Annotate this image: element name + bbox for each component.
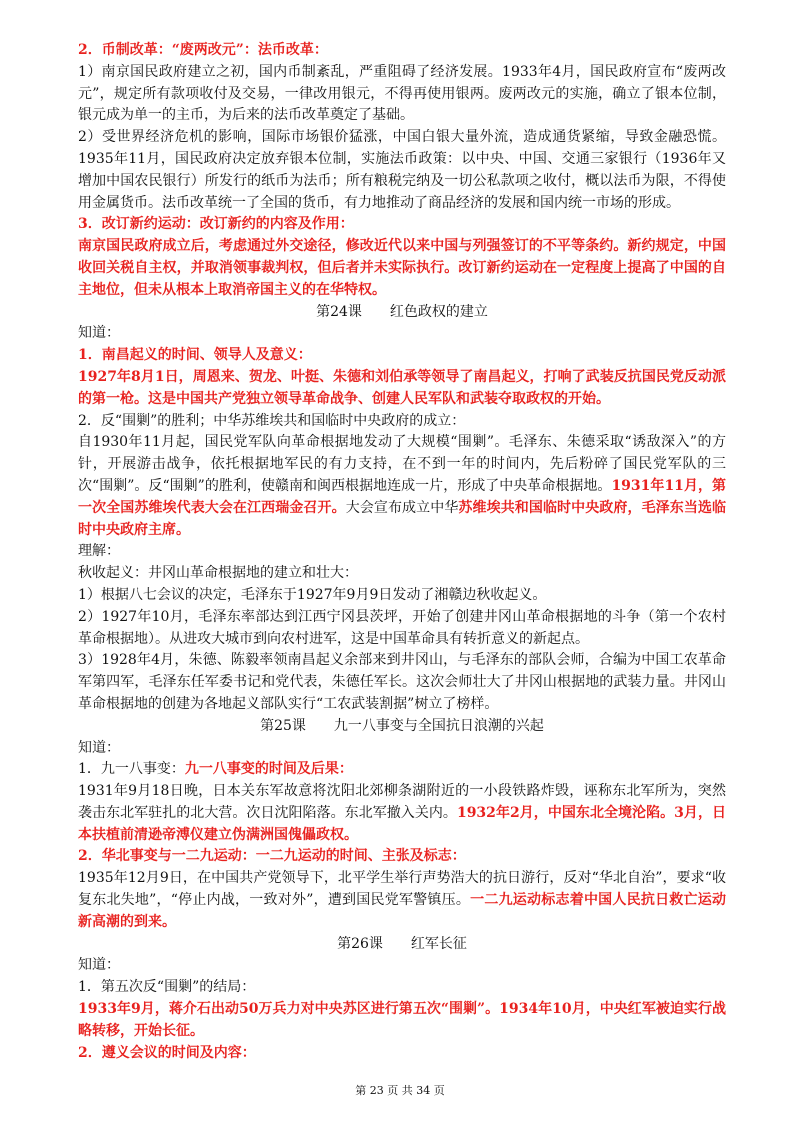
- document-body: [78, 40, 726, 1064]
- paragraph-autumn-harvest-3: 3）1928年4月，朱德、陈毅率领南昌起义余部来到井冈山，与毛泽东的部队会师，合编为中国工农革命军第四军，毛泽东任军委书记和党代表，朱德任军长。这次会师壮大了井冈山根据地的武装力量。井冈山革命根据地的创建为各地起义部队实行“工农武装割据”树立了榜样。: [78, 652, 726, 712]
- paragraph-fifth-encirclement: 1933年9月，蒋介石出动50万兵力对中央苏区进行第五次“围剿”。1934年10月，中央红军被迫实行战略转移，开始长征。: [78, 1001, 726, 1039]
- highlight-segment: 九一八事变的时间及后果：: [184, 761, 353, 778]
- highlight-segment: 苏维埃共和国临时中央政府，毛泽东当选临时中央政府主席。: [78, 499, 727, 538]
- paragraph-918-incident: [78, 781, 726, 846]
- lesson-title-24: [78, 302, 726, 324]
- lesson-number: 第24课: [316, 303, 362, 320]
- lesson-title-25: [78, 716, 726, 738]
- paragraph-autumn-harvest-1: 1）根据八七会议的决定，毛泽东于1927年9月9日发动了湘赣边秋收起义。: [78, 586, 547, 603]
- text-segment: 大会宣布成立中华: [345, 499, 459, 516]
- paragraph-nanchang-uprising: 1927年8月1日，周恩来、贺龙、叶挺、朱德和刘伯承等领导了南昌起义，打响了武装反抗国民党反动派的第一枪。这是中国共产党独立领导革命战争、创建人民军队和武装夺取政权的开始。: [78, 368, 726, 407]
- text-segment: 1931年9月18日晚，日本关东军故意将沈阳北郊柳条湖附近的一小段铁路炸毁，诬称东北军所为，突然袭击东北军驻扎的北大营。次日沈阳陷落。东北军撤入关内。: [78, 783, 726, 821]
- lesson-title-26: [78, 934, 726, 956]
- lesson-name: 红色政权的建立: [389, 303, 488, 320]
- lesson-name: 红军长征: [410, 935, 467, 952]
- text-segment: 1．九一八事变：: [78, 761, 185, 778]
- section-heading-currency-reform: 2．币制改革：“废两改元”：法币改革：: [78, 42, 328, 58]
- highlight-segment: 一二九运动标志着中国人民抗日救亡运动新高潮的到来。: [78, 892, 726, 930]
- paragraph-new-treaties: 南京国民政府成立后，考虑通过外交途径，修改近代以来中国与列强签订的不平等条约。新约规定，中国收回关税自主权，并取消领事裁判权，但后者并未实际执行。改订新约运动在一定程度上提高了中国的自主地位，但未从根本上取消帝国主义的在华特权。: [78, 238, 726, 298]
- heading-918-incident: [78, 759, 726, 781]
- know-label: 知道：: [78, 739, 120, 756]
- text-segment: 1935年12月9日，在中国共产党领导下，北平学生举行声势浩大的抗日游行，反对“华北自治”，要求“收复东北失地”，“停止内战，一致对外”，遭到国民党军警镇压。: [78, 870, 726, 909]
- highlight-segment: 1931年11月，第一次全国苏维埃代表大会在江西瑞金召开。: [78, 477, 726, 516]
- heading-autumn-harvest: 秋收起义：井冈山革命根据地的建立和壮大：: [78, 565, 358, 582]
- heading-129-movement: 2．华北事变与一二九运动：一二九运动的时间、主张及标志：: [78, 848, 466, 865]
- highlight-segment: 1932年2月，中国东北全境沦陷。3月，日本扶植前清逊帝溥仪建立伪满洲国傀儡政权。: [78, 804, 726, 843]
- lesson-name: 九一八事变与全国抗日浪潮的兴起: [333, 717, 544, 734]
- paragraph-fabi-reform: 2）受世界经济危机的影响，国际市场银价猛涨，中国白银大量外流，造成通货紧缩，导致金融恐慌。1935年11月，国民政府决定放弃银本位制，实施法币政策：以中央、中国、交通三家银行（1936年又增加中国农民银行）所发行的纸币为法币；所有粮税完纳及一切公私款项之收付，概以法币为限，不得使用金属货币。法币改革统一了全国的货币，有力地推动了商品经济的发展和国内统一市场的形成。: [78, 129, 726, 211]
- lesson-number: 第25课: [260, 717, 306, 734]
- heading-anti-encirclement: 2．反“围剿”的胜利；中华苏维埃共和国临时中央政府的成立：: [78, 412, 466, 429]
- heading-nanchang-uprising: 1．南昌起义的时间、领导人及意义：: [78, 347, 312, 364]
- know-label: 知道：: [78, 325, 120, 342]
- know-label: 知道：: [78, 957, 120, 974]
- heading-fifth-encirclement: 1．第五次反“围剿”的结局：: [78, 979, 256, 996]
- lesson-number: 第26课: [337, 935, 383, 952]
- paragraph-fei-liang-gai-yuan: 1）南京国民政府建立之初，国内币制紊乱，严重阻碍了经济发展。1933年4月，国民政府宣布“废两改元”，规定所有款项收付及交易，一律改用银元，不得再使用银两。废两改元的实施，确立了银本位制，银元成为单一的主币，为后来的法币改革奠定了基础。: [78, 63, 726, 124]
- heading-zunyi-conference: 2．遵义会议的时间及内容：: [78, 1044, 256, 1061]
- paragraph-autumn-harvest-2: 2）1927年10月，毛泽东率部达到江西宁冈县茨坪，开始了创建井冈山革命根据地的斗争（第一个农村革命根据地）。从进攻大城市到向农村进军，这是中国革命具有转折意义的新起点。: [78, 608, 726, 647]
- paragraph-anti-encirclement: [78, 432, 726, 541]
- text-segment: 自1930年11月起，国民党军队向革命根据地发动了大规模“围剿”。毛泽东、朱德采取“诱敌深入”的方针，开展游击战争，依托根据地军民的有力支持，在不到一年的时间内，先后粉碎了国民党军队的三次“围剿”。反“围剿”的胜利，使赣南和闽西根据地连成一片，形成了中央革命根据地。: [78, 434, 726, 494]
- page-footer: 第 23 页 共 34 页: [355, 1084, 445, 1097]
- section-heading-new-treaties: 3．改订新约运动：改订新约的内容及作用：: [78, 216, 354, 233]
- paragraph-129-movement: [78, 868, 726, 933]
- understand-label: 理解：: [78, 543, 120, 560]
